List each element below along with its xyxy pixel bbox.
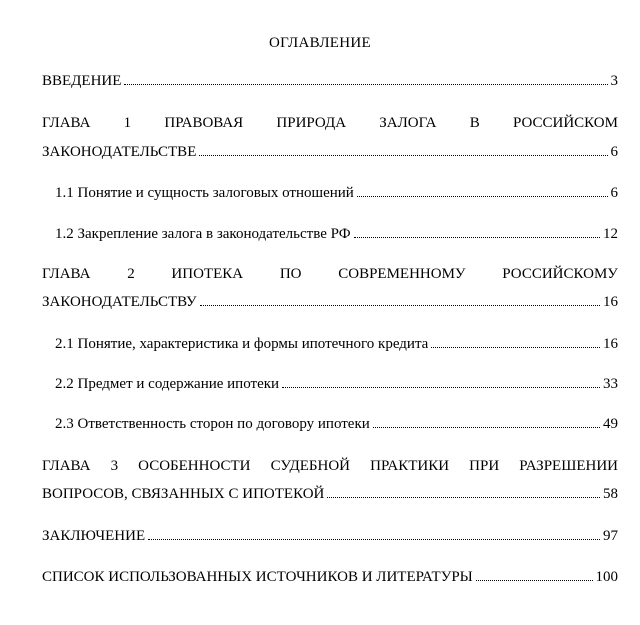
dot-leader (148, 527, 600, 540)
word: ПРИРОДА (276, 115, 347, 131)
toc-section-2-3 (55, 415, 618, 437)
word: 2 (127, 266, 135, 282)
dot-leader (282, 375, 600, 388)
word: В (469, 115, 480, 131)
toc-page-number: 6 (610, 185, 618, 201)
word: РОССИЙСКОМ (512, 115, 618, 131)
toc-page-number: 3 (610, 73, 618, 89)
toc-page-number: 100 (595, 569, 618, 585)
dot-leader (124, 72, 607, 85)
toc-entry-title: СПИСОК ИСПОЛЬЗОВАННЫХ ИСТОЧНИКОВ И ЛИТЕРАТУРЫ (42, 569, 473, 585)
toc-entry-title: 1.2 Закрепление залога в законодательстве РФ (55, 226, 351, 242)
toc-chapter-1-line2 (42, 143, 618, 165)
word: ПРАВОВАЯ (164, 115, 244, 131)
word: РАЗРЕШЕНИИ (519, 458, 618, 474)
toc-section-2-2 (55, 375, 618, 397)
toc-page-number: 16 (603, 336, 618, 352)
dot-leader (373, 415, 600, 428)
dot-leader (327, 485, 600, 498)
toc-entry-sources (42, 568, 618, 590)
toc-entry-intro (42, 72, 618, 94)
dot-leader (357, 184, 608, 197)
toc-entry-title: ЗАКЛЮЧЕНИЕ (42, 528, 146, 544)
dot-leader (431, 335, 600, 348)
toc-entry-title: 2.2 Предмет и содержание ипотеки (55, 376, 280, 392)
word: СОВРЕМЕННОМУ (338, 266, 466, 282)
word: ПРАКТИКИ (370, 458, 450, 474)
toc-entry-title: 2.3 Ответственность сторон по договору ипотеки (55, 416, 370, 432)
toc-page-number: 16 (603, 294, 618, 310)
word: ПО (279, 266, 302, 282)
word: ИПОТЕКА (171, 266, 244, 282)
word: ГЛАВА (42, 458, 91, 474)
toc-entry-title: ВВЕДЕНИЕ (42, 73, 122, 89)
toc-page-number: 49 (603, 416, 618, 432)
toc-page-number: 6 (610, 144, 618, 160)
toc-page-number: 33 (603, 376, 618, 392)
dot-leader (354, 225, 600, 238)
word: ГЛАВА (42, 115, 91, 131)
toc-heading: ОГЛАВЛЕНИЕ (269, 35, 371, 51)
word: ОСОБЕННОСТИ (138, 458, 251, 474)
word: РОССИЙСКОМУ (502, 266, 618, 282)
toc-chapter-1-line1 (42, 115, 618, 132)
toc-entry-title: ВОПРОСОВ, СВЯЗАННЫХ С ИПОТЕКОЙ (42, 486, 325, 502)
toc-page-number: 97 (603, 528, 618, 544)
word: ГЛАВА (42, 266, 91, 282)
word: 3 (110, 458, 119, 474)
dot-leader (200, 293, 600, 306)
word: ЗАЛОГА (379, 115, 437, 131)
toc-entry-title: ЗАКОНОДАТЕЛЬСТВУ (42, 294, 197, 310)
word: СУДЕБНОЙ (270, 458, 351, 474)
toc-section-2-1 (55, 335, 618, 357)
toc-entry-title: 2.1 Понятие, характеристика и формы ипотечного кредита (55, 336, 429, 352)
toc-chapter-3-line1 (42, 458, 618, 475)
word: 1 (123, 115, 132, 131)
toc-page-number: 12 (603, 226, 618, 242)
toc-entry-conclusion (42, 527, 618, 549)
toc-section-1-1 (55, 184, 618, 206)
toc-chapter-3-line2 (42, 485, 618, 507)
toc-entry-title: ЗАКОНОДАТЕЛЬСТВЕ (42, 144, 197, 160)
toc-page-number: 58 (603, 486, 618, 502)
toc-section-1-2 (55, 225, 618, 247)
word: ПРИ (469, 458, 500, 474)
toc-chapter-2-line2 (42, 293, 618, 315)
toc-chapter-2-line1 (42, 266, 618, 283)
toc-entry-title: 1.1 Понятие и сущность залоговых отношений (55, 185, 354, 201)
dot-leader (476, 568, 593, 581)
dot-leader (199, 143, 607, 156)
